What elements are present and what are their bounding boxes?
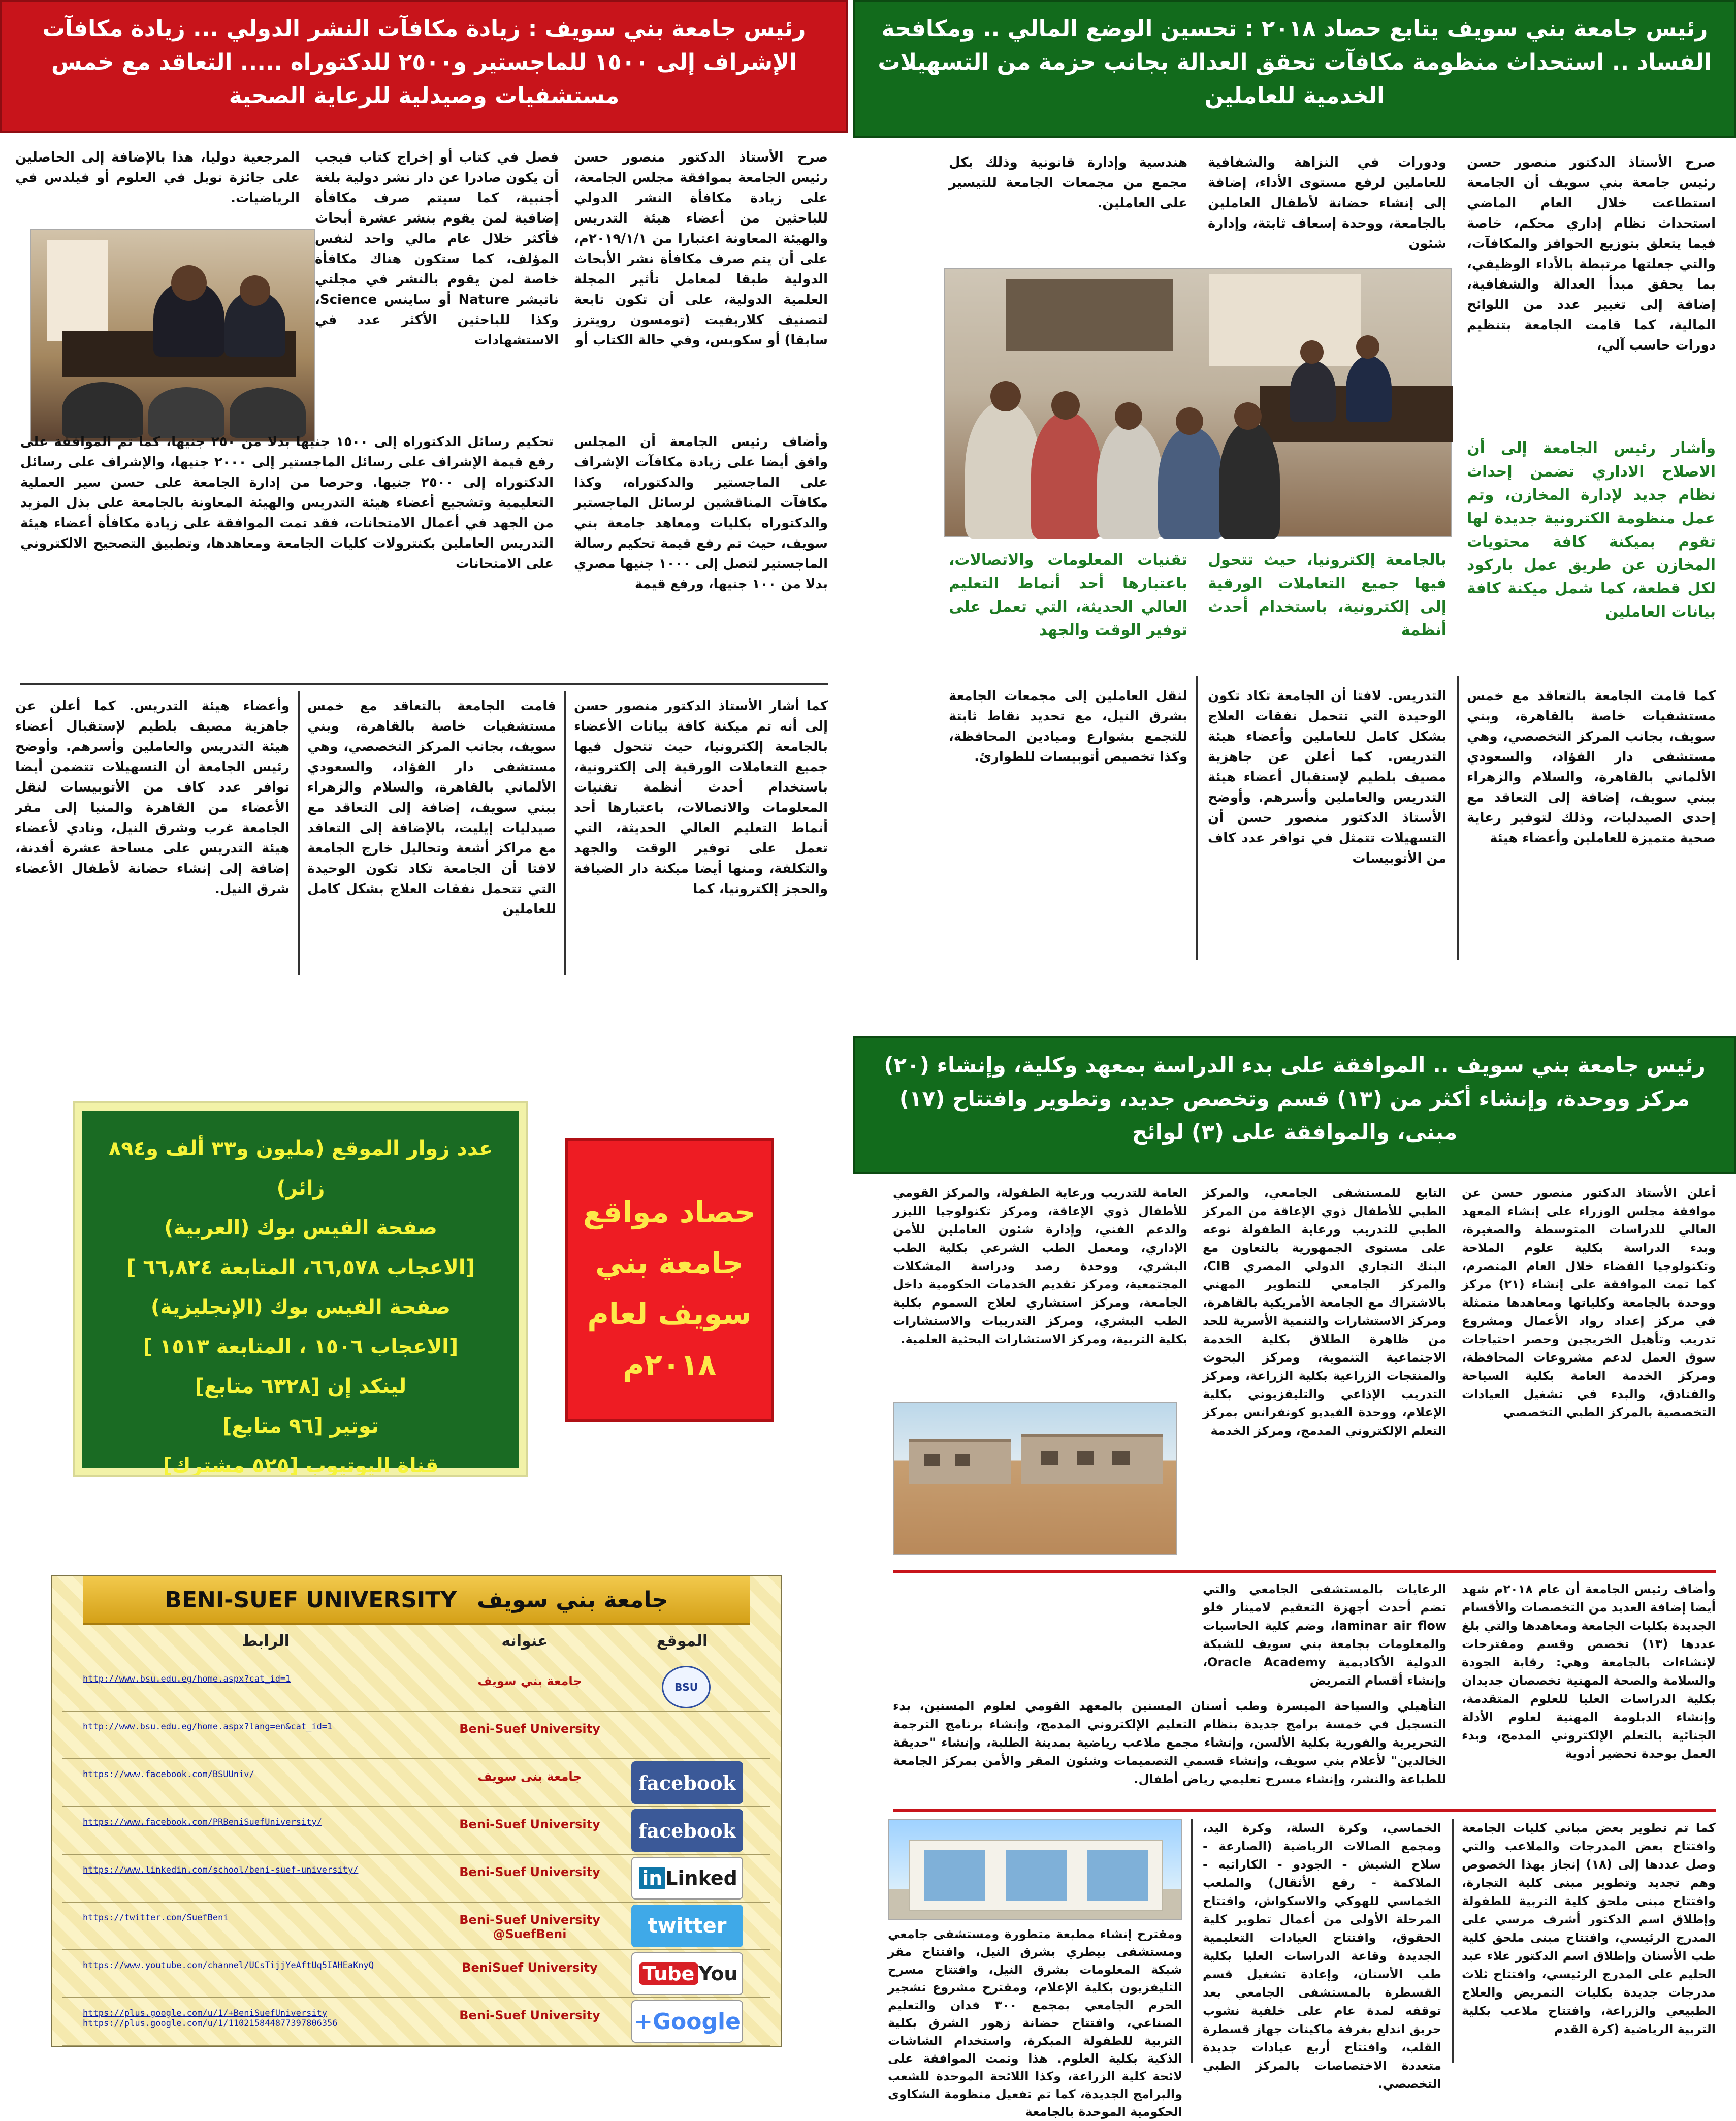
stat-twitter: توتير [٩٦ متابع] bbox=[222, 1414, 379, 1438]
stat-visitors: عدد زوار الموقع (مليون و٣٣ ألف و٨٩٤ زائر) bbox=[108, 1137, 493, 1200]
article-paragraph: ومقترح إنشاء مطبعة متطورة ومستشفى جامعي ومستشفى بيطري بشرق النيل، وافتتاح مقر شبكة المعلومات بشرق النيل، وافتتاح مسرح التليفزيون بكلية الإعلام، ومقترح مشروع تشجير الحرم الجامعي بمجمع ٣٠٠ فدان والتعليم الصناعي، وافتتاح حضانة زهور الشرق بكلية التربية للطفولة المبكرة، واستخدام الشاشات الذكية بكلية العلوم. هذا وتمت الموافقة على لائحة كلية الزراعة، وكذا اللائحة الموحدة للشعب والبرامج الجديدة، كما تم تفعيل منظومة الشكاوى الحكومية الموحدة بالجامعة bbox=[888, 1927, 1182, 2119]
google-plus-icon[interactable]: Google+ bbox=[631, 2000, 743, 2043]
article-paragraph: الرعايات بالمستشفى الجامعي والتي تضم أحدث أجهزة التعقيم لامينار فلو laminar air flow، وضم كلية الحاسبات والمعلومات بجامعة بني سويف للشبكة الدولية الأكاديمية Oracle Academy، وإنشاء أقسام التمريض bbox=[1203, 1582, 1446, 1688]
links-table-header bbox=[83, 1576, 750, 1625]
table-row bbox=[62, 1663, 770, 1712]
section-rule bbox=[893, 1570, 1716, 1573]
column-divider bbox=[1457, 676, 1459, 960]
electronic-paragraph: بالجامعة إلكترونيا، حيث تتحول فيها جميع التعاملات الورقية إلى إلكترونية، باستخدام أحدث أنظمة bbox=[1208, 551, 1446, 639]
table-row bbox=[62, 1902, 770, 1950]
site-title: Beni-Suef University @SuefBeni bbox=[459, 1913, 600, 1941]
article-paragraph: وأعضاء هيئة التدريس. كما أعلن عن جاهزية مصيف بلطيم لإستقبال أعضاء هيئة التدريس والعاملين وأسرهم. وأوضح رئيس الجامعة أن التسهيلات تتضمن أيضا توافر عدد كاف من الأتوبيسات لنقل الأعضاء من القاهرة والمنيا إلى مقر الجامعة غرب وشرق النيل، ونادي لأعضاء هيئة التدريس على مساحة عشرة أفدنة، إضافة إلى إنشاء حضانة لأطفال الأعضاء شرق النيل. bbox=[15, 699, 290, 897]
article-paragraph: لنقل العاملين إلى مجمعات الجامعة بشرق النيل، مع تحديد نقاط ثابتة للتجمع بشوارع وميادين المحافظة، وكذا تخصيص أتوبيسات للطوارئ. bbox=[949, 688, 1187, 765]
column-header-link: الرابط bbox=[242, 1632, 290, 1650]
stat-facebook-ar-values: [الاعجاب ٦٦,٥٧٨، المتابعة ٦٦,٨٢٤ ] bbox=[126, 1256, 475, 1279]
site-title: Beni-Suef University bbox=[459, 2008, 600, 2022]
article-paragraph: كما أشار الأستاذ الدكتور منصور حسن إلى أنه تم ميكنة كافة بيانات الأعضاء بالجامعة إلكترونيا، حيث تتحول فيها جميع التعاملات الورقية إلى إلكترونية، باستخدام أحدث أنظمة تقنيات المعلومات والاتصالات، باعتبارها أحد أنماط التعليم العالي الحديثة، التي تعمل على توفير الوقت والجهد والتكلفة، ومنها أيضا ميكنة دار الضيافة والحجز إلكترونيا، كما bbox=[574, 699, 828, 897]
construction-photo bbox=[893, 1402, 1177, 1555]
article-paragraph: الخماسي، وكرة السلة، وكرة اليد، ومجمع الصالات الرياضية (الصارعة - سلاح الشيش - الجودو - الكاراتيه - الملاكمة - رفع الأثقال) والملعب الخماسي للهوكي والاسكواش، وافتتاح المرحلة الأولى من أعمال تطوير كلية الحقوق، وافتتاح العيادات التعليمية الجديدة وقاعة الدراسات العليا بكلية طب الأسنان، وإعادة تشغيل قسم القسطرة بالمستشفى الجامعي بعد توقفه لمدة عام على خلفية نشوب حريق اندلع بغرفة ماكينات جهاز قسطرة القلب، وافتتاح أربع عيادات جديدة متعددة الاختصاصات بالمركز الطبي التخصصي. bbox=[1203, 1821, 1441, 2091]
link-url[interactable]: https://twitter.com/SuefBeni bbox=[83, 1913, 229, 1923]
article-paragraph: تحكيم رسائل الدكتوراه إلى ١٥٠٠ جنيها بدلا من ٢٥٠ جنيها، كما تم الموافقة على رفع قيمة الإشراف على رسائل الماجستير إلى ٢٠٠٠ جنيها، والإشراف على رسائل الدكتوراه إلى ٢٥٠٠ جنيها. وحرصا من إدارة الجامعة على حسن سير العملية التعليمية وتشجيع أعضاء هيئة التدريس والهيئة المعاونة بالجامعة على بذل المزيد من الجهد في أعمال الامتحانات، فقد تمت الموافقة على زيادة مكافأة أعضاء هيئة التدريس العاملين بكنترولات كليات الجامعة ومعاهدها، وتطبيق التصحيح الالكتروني على الامتحانات bbox=[20, 434, 554, 572]
stat-linkedin: لينكد إن [٦٣٢٨ متابع] bbox=[195, 1375, 407, 1398]
stat-facebook-en-values: [الاعجاب ١٥٠٦ ، المتابعة ١٥١٣ ] bbox=[143, 1335, 459, 1358]
web-stats-section bbox=[0, 0, 848, 2074]
column-divider bbox=[1191, 1819, 1193, 2063]
article-paragraph: وأضاف رئيس الجامعة أن المجلس وافق أيضا على زيادة مكافآت الإشراف على الماجستير والدكتوراه، وكذا مكافآت المناقشين لرسائل الماجستير والدكتوراه بكليات ومعاهد جامعة بني سويف، حيث تم رفع قيمة تحكيم رسالة الماجستير لتصل إلى ١٠٠٠ جنيها مصري بدلا من ١٠٠ جنيها، ورفع قيمة bbox=[573, 434, 828, 592]
link-url[interactable]: https://plus.google.com/u/1/+BeniSuefUniversity https://plus.google.com/u/1/110215844877397806356 bbox=[83, 2008, 338, 2029]
table-row bbox=[62, 1758, 770, 1807]
article-paragraph: العامة للتدريب ورعاية الطفولة، والمركز القومي للأطفال ذوي الإعاقة، ومركز تكنولوجيا الليزر والدعم الفني، وإدارة شئون العاملين للأمن الإداري، ومعمل الطب الشرعي بكلية الطب البشري، ووحدة رصد ودراسة المشكلات المجتمعية، ومركز تقديم الخدمات الحكومية داخل الجامعة، ومركز استشاري لعلاج السموم بكلية الطب البشري، ومركز التدريبات والاستشارات بكلية التربية، ومركز الاستشارات البحثية العلمية. bbox=[893, 1186, 1187, 1346]
headline-rewards: رئيس جامعة بني سويف : زيادة مكافآت النشر الدولي ... زيادة مكافآت الإشراف إلى ١٥٠٠ للماجستير و٢٥٠٠ للدكتوراه ..... التعاقد مع خمس مستشفيات وصيدلية للرعاية الصحية bbox=[0, 0, 848, 133]
article-paragraph: التأهيلي والسياحة الميسرة وطب أسنان المسنين بالمعهد القومي لعلوم المسنين، بدء التسجيل في خمسة برامج جديدة بنظام التعليم الإلكتروني المدمج، وإنشاء برنامج الترجمة التحريرية والفورية بكلية الألسن، وإنشاء مجمع ملاعب رياضية بمدينة الطلبة، وإنشاء "حديقة الخالدين" لأعلام بني سويف، وإنشاء قسمي التصميمات وشئون المقر والأمن بمركز الجامعة للطباعة والنشر، وإنشاء مسرح تعليمي رياض أطفال. bbox=[893, 1699, 1446, 1786]
article-achievements bbox=[853, 1036, 1736, 2119]
column-header-title: عنوانه bbox=[501, 1632, 548, 1650]
site-title: Beni-Suef University bbox=[459, 1817, 600, 1831]
headline-finance-reform: رئيس جامعة بني سويف يتابع حصاد ٢٠١٨ : تحسين الوضع المالي .. ومكافحة الفساد .. استحداث منظومة مكافآت تحقق العدالة بجانب حزمة من التسهيلات الخدمية للعاملين bbox=[853, 0, 1736, 138]
article-paragraph: هندسية وإدارة قانونية وذلك بكل مجمع من مجمعات الجامعة للتيسير على العاملين. bbox=[949, 155, 1187, 211]
section-rule bbox=[893, 1809, 1716, 1812]
meeting-photo bbox=[944, 268, 1452, 537]
link-url[interactable]: https://www.facebook.com/BSUUniv/ bbox=[83, 1769, 254, 1780]
article-finance-reform bbox=[853, 0, 1736, 991]
article-paragraph: وأضاف رئيس الجامعة أن عام ٢٠١٨م شهد أيضا إضافة العديد من التخصصات والأقسام الجديدة بكليات الجامعة ومعاهدها والتي بلغ عددها (١٣) تخصص وقسم ومقترحات لإنشاءات بالجامعة وهي: رقابة الجودة والسلامة والصحة المهنية تخصصان جديدان بكلية الدراسات العليا للعلوم المتقدمة، وإنشاء الدبلومة المهنية لعلوم الأدلة الجنائية بالتعلم الإلكتروني المدمج، وبدء العمل بوحدة تحضير أدوية bbox=[1462, 1582, 1716, 1761]
hospital-photo bbox=[888, 1819, 1182, 1920]
youtube-icon[interactable]: You Tube bbox=[631, 1952, 743, 1995]
site-title: جامعة بنى سويف bbox=[477, 1769, 582, 1784]
column-divider bbox=[1452, 1819, 1454, 2063]
harvest-title-box bbox=[565, 1138, 774, 1422]
column-divider bbox=[1196, 676, 1198, 960]
article-paragraph: كما تم تطوير بعض مباني كليات الجامعة وافتتاح بعض المدرجات والملاعب والتي وصل عددها إلى (١٨) إنجاز بهذا الخصوص وهم تجديد وتطوير مبنى كلية التجارة، وافتتاح مبنى ملحق كلية التربية للطفولة وإطلاق اسم الدكتور أشرف مرسي على المدرج الرئيسي، وافتتاح مبنى ملحق كلية طب الأسنان وإطلاق اسم الدكتور علاء عبد الحليم على المدرج الرئيسي، وافتتاح ثلاث مدرجات جديدة بكليات التمريض والعلاج الطبيعي والزراعة، وافتتاح ملاعب بكلية التربية الرياضية (كرة القدم bbox=[1462, 1821, 1716, 2036]
facebook-icon[interactable]: facebook bbox=[631, 1761, 743, 1804]
university-links-table bbox=[51, 1575, 782, 2047]
facebook-icon[interactable]: facebook bbox=[631, 1809, 743, 1852]
article-paragraph: ودورات في النزاهة والشفافية للعاملين لرفع مستوى الأداء، إضافة إلى إنشاء حضانة لأطفال العاملين بالجامعة، ووحدة إسعاف ثابتة، وإدارة شئون bbox=[1208, 155, 1446, 251]
link-url[interactable]: https://www.facebook.com/PRBeniSuefUniversity/ bbox=[83, 1817, 322, 1827]
site-title: جامعة بني سويف bbox=[477, 1674, 582, 1688]
stat-facebook-ar-title: صفحة الفيس بوك (العربية) bbox=[164, 1216, 437, 1240]
site-title: Beni-Suef University bbox=[459, 1722, 600, 1736]
table-row bbox=[62, 1949, 770, 1998]
article-paragraph: فصل في كتاب أو إخراج كتاب فيجب أن يكون صادرا عن دار نشر دولية بلغة أجنبية، كما سيتم صرف مكافأة إضافية لمن يقوم بنشر عشرة أبحاث فأكثر خلال عام مالي واحد لنفس المؤلف، كما ستكون هناك مكافأة خاصة لمن يقوم بالنشر في مجلتي ناتيشر Nature أو ساينس Science، وكذا للباحثين الأكثر عدد في الاستشهادات bbox=[315, 150, 559, 348]
reform-paragraph: وأشار رئيس الجامعة إلى أن الاصلاح الاداري تضمن إحداث نظام جديد لإدارة المخازن، وتم عمل منظومة الكترونية جديدة لها تقوم بميكنة كافة محتويات المخازن عن طريق عمل باركود لكل قطعة، كما شمل ميكنة كافة بيانات العاملين bbox=[1467, 439, 1716, 621]
article-paragraph: صرح الأستاذ الدكتور منصور حسن رئيس الجامعة بموافقة مجلس الجامعة، على زيادة مكافأة النشر الدولي للباحثين من أعضاء هيئة التدريس والهيئة المعاونة اعتبارا من ٢٠١٩/١/١م، على أن يتم صرف مكافأة نشر الأبحاث الدولية طبقا لمعامل تأثير المجلة العلمية الدولية، على أن تكون تابعة لتصنيف كلاريفيت (تومسون رويترز سابقا) أو سكوبس، وفي حالة الكتاب أو bbox=[574, 150, 828, 348]
bsu-logo-icon[interactable]: BSU bbox=[662, 1666, 711, 1708]
table-row bbox=[62, 1997, 770, 2046]
harvest-title-line: ٢٠١٨م bbox=[622, 1347, 717, 1382]
article-paragraph: التابع للمستشفى الجامعي، والمركز الطبي للأطفال ذوي الإعاقة من المركز الطبي للتدريب ورعاية الطفولة نوعه على مستوى الجمهورية بالتعاون مع البنك التجاري الدولي المصري CIB، والمركز الجامعي للتطوير المهني بالاشتراك مع الجامعة الأمريكية بالقاهرة، ومركز الاستشارات والتنمية الأسرية للحد من ظاهرة الطلاق بكلية الخدمة الاجتماعية التنموية، ومركز البحوث والمنتجات الزراعية بكلية الزراعة، ومركز التدريب الإذاعي والتليفزيوني بكلية الإعلام، ووحدة الفيديو كونفرانس بمركز التعلم الإلكتروني المدمج، ومركز الخدمة bbox=[1203, 1186, 1446, 1438]
site-title: Beni-Suef University bbox=[459, 1865, 600, 1879]
link-url[interactable]: https://www.youtube.com/channel/UCsTijjYeAftUq5IAHEaKnyQ bbox=[83, 1960, 374, 1971]
table-title-ar: جامعة بني سويف bbox=[477, 1587, 668, 1613]
harvest-title-line: سويف لعام bbox=[587, 1296, 752, 1331]
stat-youtube: قناة اليوتيوب [٥٢٥ مشترك] bbox=[163, 1454, 439, 1477]
link-url[interactable]: http://www.bsu.edu.eg/home.aspx?lang=en&cat_id=1 bbox=[83, 1722, 333, 1732]
article-paragraph: قامت الجامعة بالتعاقد مع خمس مستشفيات خاصة بالقاهرة، وبني سويف، بجانب المركز التخصصي، وهي مستشفى دار الفؤاد، والسعودي الألماني بالقاهرة، والسلام والزهراء ببني سويف، إضافة إلى التعاقد مع صيدليات إيليت، بالإضافة إلى التعاقد مع مراكز أشعة وتحاليل خارج الجامعة لافتا أن الجامعة تكاد تكون الوحيدة التي تتحمل نفقات العلاج بشكل كامل للعاملين bbox=[307, 699, 556, 917]
table-row bbox=[62, 1806, 770, 1855]
headline-achievements: رئيس جامعة بني سويف .. الموافقة على بدء الدراسة بمعهد وكلية، وإنشاء (٢٠) مركز ووحدة، وإنشاء أكثر من (١٣) قسم وتخصص جديد، وتطوير وافتتاح (١٧) مبنى، والموافقة على (٣) لوائح bbox=[853, 1036, 1736, 1174]
harvest-title-line: حصاد مواقع bbox=[583, 1195, 756, 1229]
article-paragraph: التدريس. لافتا أن الجامعة تكاد تكون الوحيدة التي تتحمل نفقات العلاج بشكل كامل للعاملين وأعضاء هيئة التدريس. كما أعلن عن جاهزية مصيف بلطيم لإستقبال أعضاء هيئة التدريس والعاملين وأسرهم. وأوضح الأستاذ الدكتور منصور حسن أن التسهيلات تتمثل في توافر عدد كاف من الأتوبيسات bbox=[1208, 688, 1446, 866]
table-row bbox=[62, 1711, 770, 1759]
web-stats-box bbox=[75, 1103, 526, 1475]
site-title: BeniSuef University bbox=[462, 1960, 598, 1975]
article-paragraph: كما قامت الجامعة بالتعاقد مع خمس مستشفيات خاصة بالقاهرة، وبني سويف، بجانب المركز التخصصي، وهي مستشفى دار الفؤاد، والسعودي الألماني بالقاهرة، والسلام والزهراء ببني سويف، إضافة إلى التعاقد مع إحدى الصيدليات، وذلك لتوفير رعاية صحية متميزة للعاملين وأعضاء هيئة bbox=[1467, 688, 1716, 846]
article-paragraph: أعلن الأستاذ الدكتور منصور حسن عن موافقة مجلس الوزراء على إنشاء المعهد العالي للدراسات المتوسطة والصغيرة، وبدء الدراسة بكلية علوم الملاحة وتكنولوجيا الفضاء خلال العام المنصرم، كما تمت الموافقة على إنشاء (٢١) مركز ووحدة بالجامعة وكلياتها ومعاهدها متمثلة في مركز إعداد رواد الأعمال ومشروع تدريب وتأهيل الخريجين وحصر احتياجات سوق العمل لدعم مشروعات المحافظة، ومركز الخدمة العامة بكلية السياحة والفنادق، والبدء في تشغيل العيادات التخصصية بالمركز الطبي التخصصي bbox=[1462, 1186, 1716, 1419]
link-url[interactable]: http://www.bsu.edu.eg/home.aspx?cat_id=1 bbox=[83, 1674, 291, 1684]
table-title-en: BENI-SUEF UNIVERSITY bbox=[165, 1587, 457, 1613]
column-header-site: الموقع bbox=[656, 1632, 708, 1650]
article-paragraph: صرح الأستاذ الدكتور منصور حسن رئيس جامعة بني سويف أن الجامعة استطاعت خلال العام الماضي استحداث نظام إداري محكم، خاصة فيما يتعلق بتوزيع الحوافز والمكافآت، والتي جعلتها مرتبطة بالأداء الوظيفي، بما يحقق مبدأ العدالة والشفافية، إضافة إلى تغيير عدد من اللوائح المالية، كما قامت الجامعة بتنظيم دورات حاسب آلي، bbox=[1467, 155, 1716, 353]
harvest-title-line: جامعة بني bbox=[595, 1246, 744, 1280]
stat-facebook-en-title: صفحة الفيس بوك (الإنجليزية) bbox=[150, 1295, 451, 1319]
twitter-icon[interactable]: twitter bbox=[631, 1905, 743, 1947]
link-url[interactable]: https://www.linkedin.com/school/beni-suef-university/ bbox=[83, 1865, 359, 1875]
tech-paragraph: تقنيات المعلومات والاتصالات، باعتبارها أحد أنماط التعليم العالي الحديثة، التي تعمل على توفير الوقت والجهد bbox=[949, 551, 1187, 639]
linkedin-icon[interactable]: Linked in bbox=[631, 1857, 743, 1900]
table-row bbox=[62, 1854, 770, 1903]
article-paragraph: المرجعية دوليا، هذا بالإضافة إلى الحاصلين على جائزة نوبل في العلوم أو فيلدس في الرياضيات. bbox=[15, 150, 300, 206]
